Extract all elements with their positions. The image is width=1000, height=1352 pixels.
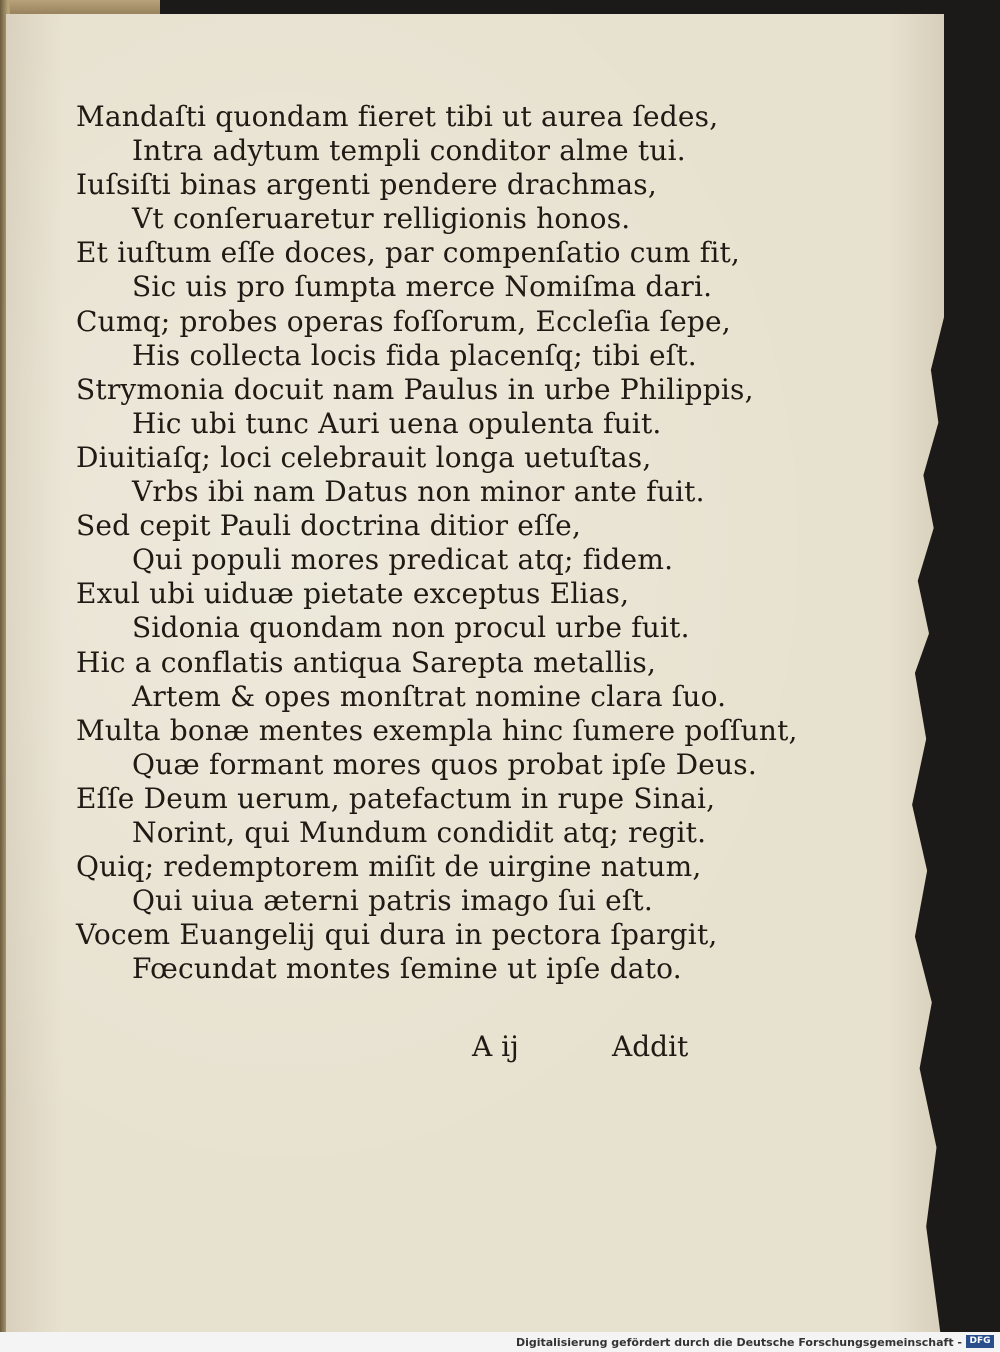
poem-line: Quæ formant mores quos probat ipſe Deus. — [132, 747, 757, 781]
poem-line: Fœcundat montes ſemine ut ipſe dato. — [132, 952, 682, 986]
poem-line: Artem & opes monſtrat nomine clara ſuo. — [132, 679, 727, 713]
poem-line: Diuitiaſq; loci celebrauit longa uetuſtas, — [76, 440, 652, 474]
poem-line: Qui populi mores predicat atq; fidem. — [132, 543, 674, 577]
poem-line: Sidonia quondam non procul urbe fuit. — [132, 611, 690, 645]
poem-line: Mandaſti quondam fieret tibi ut aurea ſedes, — [76, 100, 719, 133]
poem-line: Sic uis pro ſumpta merce Nomiſma dari. — [132, 270, 713, 304]
poem-line: Et iuſtum eſſe doces, par compenſatio cum fit, — [76, 236, 741, 270]
poem-line: Multa bonæ mentes exempla hinc ſumere poſſunt, — [76, 713, 798, 747]
catchword: Addit — [612, 1030, 689, 1063]
poem-line: Intra adytum templi conditor alme tui. — [132, 134, 686, 168]
poem-line: Hic ubi tunc Auri uena opulenta fuit. — [132, 406, 662, 440]
poem-line: Qui uiua æterni patris imago ſui eſt. — [132, 884, 653, 918]
poem-line: Vt conſeruaretur relligionis honos. — [132, 202, 631, 236]
poem-line: Eſſe Deum uerum, patefactum in rupe Sinai, — [76, 781, 716, 815]
funding-credit: Digitalisierung gefördert durch die Deutsche Forschungsgemeinschaft - — [515, 1336, 962, 1349]
signature-mark: A ij — [472, 1030, 519, 1063]
poem-line: Vocem Euangelij qui dura in pectora ſpargit, — [76, 918, 718, 952]
poem-line: Cumq; probes operas foſſorum, Eccleſia ſepe, — [76, 304, 731, 338]
poem-line: Hic a conflatis antiqua Sarepta metallis, — [76, 645, 657, 679]
poem-line: His collecta locis fida placenſq; tibi eſt. — [132, 338, 697, 372]
poem-line: Sed cepit Pauli doctrina ditior eſſe, — [76, 509, 582, 543]
poem-text-block — [76, 100, 798, 986]
poem-line: Norint, qui Mundum condidit atq; regit. — [132, 815, 707, 849]
poem-line: Vrbs ibi nam Datus non minor ante fuit. — [132, 475, 705, 509]
poem-line: Iuſsiſti binas argenti pendere drachmas, — [76, 168, 657, 202]
poem-line: Exul ubi uiduæ pietate exceptus Elias, — [76, 577, 630, 611]
footer-bar — [0, 1332, 1000, 1352]
poem-line: Strymonia docuit nam Paulus in urbe Philippis, — [76, 372, 754, 406]
poem-line: Quiq; redemptorem miſit de uirgine natum, — [76, 850, 702, 884]
dfg-logo: DFG — [966, 1335, 994, 1348]
